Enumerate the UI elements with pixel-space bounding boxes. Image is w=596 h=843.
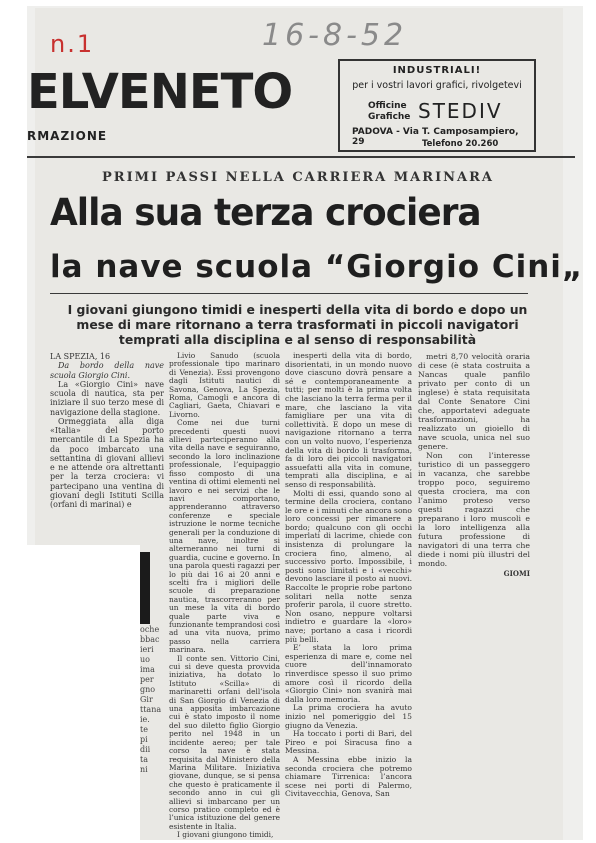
paragraph: Livio Sanudo (scuola professionale tipo marinaro di Venezia). Essi provengono dagli Istituti nautici di Savona, Genova, La Spezia, Roma, Camogli e ancora di Cagliari, Gaeta, Chiavari e Livorno.: [169, 351, 280, 419]
masthead-subtitle: RMAZIONE: [27, 129, 108, 143]
article-subheadline: la nave scuola “Giorgio Cini„: [50, 249, 584, 285]
paragraph: inesperti della vita di bordo, disorientati, in un mondo nuovo dove ciascuno dovrà pensare a sé e contemporaneamente a tutti; per molti è la prima volta che lasciano la terra ferma per il mare, che lasciano la vita famigliare per una vita di collettività. E dopo un mese di navigazione ritornano a terra con un volto nuovo, l’esperienza della vita di bordo li trasforma, fa di loro dei piccoli navigatori assuefatti alla vita in comune, temprati alla disciplina, e al senso di responsabilità.: [285, 351, 412, 489]
paragraph: Non con l’interesse turistico di un passeggero in vacanza, che sarebbe troppo poco, seguiremo questa crociera, ma con l’animo proteso verso questi ragazzi che preparano i loro muscoli e la loro intelligenza alla futura professione di navigatori di una terra che diede i nomi più illustri del mondo.: [418, 451, 530, 568]
black-bar: [140, 552, 150, 624]
column-1: [50, 352, 164, 509]
masthead-title: ELVENETO: [27, 64, 293, 120]
handwritten-number: n.1: [50, 30, 95, 58]
ad-line2: per i vostri lavori grafici, rivolgetevi: [352, 80, 522, 91]
paragraph: Il conte sen. Vittorio Cini, cui si deve questa provvida iniziativa, ha dotato lo Istituto «Scilla» di marinaretti orfani dell’isola di San Giorgio di Venezia di una apposita imbarcazione cui è stato imposto il nome del suo diletto figlio Giorgio perito nel 1948 in un incidente aereo; per tale corso la nave è stata requisita dal Ministero della Marina Militare. Iniziativa giovane, dunque, se si pensa che questo è praticamente il secondo anno in cui gli allievi si imbarcano per un corso pratico completo ed è l’unica istituzione del genere esistente in Italia.: [169, 653, 280, 831]
article-headline: Alla sua terza crociera: [50, 191, 481, 234]
paragraph: A Messina ebbe inizio la seconda crociera che potremo chiamare Tirrenica: l’ancora scese nei porti di Palermo, Civitavecchia, Genova, San: [285, 754, 412, 799]
paragraph: metri 8,70 velocità oraria di cese (è stata costruita a Nancas quale panfilo privato per conto di un inglese) è stata requisitata dal Conte Senatore Cini che, apportatevi adeguate trasformazioni, ha realizzato un gioiello di nave scuola, unica nel suo genere.: [418, 352, 530, 451]
ad-officine: Officine Grafiche: [368, 101, 411, 122]
paragraph: E’ stata la loro prima esperienza di mare e, come nel cuore dell’innamorato rinverdisce spesso il suo primo amore così il ricordo della «Giorgio Cini» non svanirà mai dalla loro memoria.: [285, 643, 412, 704]
paragraph: La «Giorgio Cini» nave scuola di nautica, sta per iniziare il suo terzo mese di navigazione della stagione.: [50, 379, 164, 417]
article-kicker: PRIMI PASSI NELLA CARRIERA MARINARA: [101, 170, 495, 185]
byline: GIOMI: [503, 569, 530, 578]
torn-column-fragments: oche bbac ieri uo ima per gno Gir ttana ie. te pi dii ta ni: [140, 625, 162, 774]
paragraph: Molti di essi, quando sono al termine della crociera, contano le ore e i minuti che ancora sono loro concessi per rimanere a bordo; qualcuno con gli occhi imperlati di lacrime, chiede con insistenza di prolungare la crociera fino, almeno, al successivo porto. Impossibile, i posti sono limitati e i «vecchi» devono lasciare il posto ai nuovi. Raccolte le proprie robe partono solitari nella notte senza proferir parola, il cuore stretto. Non osano, neppure voltarsi indietro e guardare la «loro» nave; portano a casa i ricordi più belli.: [285, 488, 412, 644]
header-rule: [27, 156, 575, 158]
column-3: [285, 352, 412, 836]
column-2: [169, 351, 280, 840]
headline-rule: [50, 293, 528, 294]
torn-edge: [27, 545, 140, 843]
paragraph: Ormeggiata alla diga «Italia» del porto mercantile di La Spezia ha da poco imbarcato una settantina di giovani allievi e ne attende ora altrettanti per la terza crociera: vi partecipano una ventina di giovani degli Istituti Scilla (orfani di marinai) e: [50, 416, 164, 509]
advertisement-box: [338, 59, 536, 152]
paragraph: La prima crociera ha avuto inizio nel pomeriggio del 15 giugno da Venezia.: [285, 703, 412, 730]
ad-address: PADOVA - Via T. Camposampiero, 29: [352, 127, 519, 147]
ad-brand: STEDIV: [418, 99, 503, 123]
column-4: [418, 352, 530, 578]
article-lead: I giovani giungono timidi e inesperti della vita di bordo e dopo un mese di mare ritornano a terra trasformati in piccoli navigatori temprati alla disciplina e al senso di responsabilità: [67, 302, 528, 347]
ad-line1: INDUSTRIALI!: [392, 65, 482, 76]
dateline: LA SPEZIA, 16: [50, 352, 111, 361]
paragraph: Ha toccato i porti di Bari, del Pireo e poi Siracusa fino a Messina.: [285, 729, 412, 756]
paragraph: Da bordo della nave scuola Giorgio Cini.: [50, 361, 164, 380]
ad-phone: Telefono 20.260: [422, 139, 499, 149]
paragraph: I giovani giungono timidi,: [177, 830, 274, 840]
handwritten-date: 16-8-52: [262, 18, 408, 53]
paragraph: Come nei due turni precedenti questi nuovi allievi parteciperanno alla vita della nave e seguiranno, secondo la loro inclinazione professionale, l’equipaggio fisso composto di una ventina di ottimi elementi nel lavoro e nei servizi che le navi comportano, apprenderanno attraverso conferenze e speciale istruzione le norme tecniche generali per la conduzione di una nave, inoltre si alterneranno nei turni di guardia, cucine e governo. In una parola questi ragazzi per lo più dai 16 ai 20 anni e scelti fra i migliori delle scuole di preparazione nautica, trascorreranno per un mese la vita di bordo quale parte viva e funzionante temprandosi così ad una vita nuova, primo passo nella carriera marinara.: [169, 418, 280, 655]
